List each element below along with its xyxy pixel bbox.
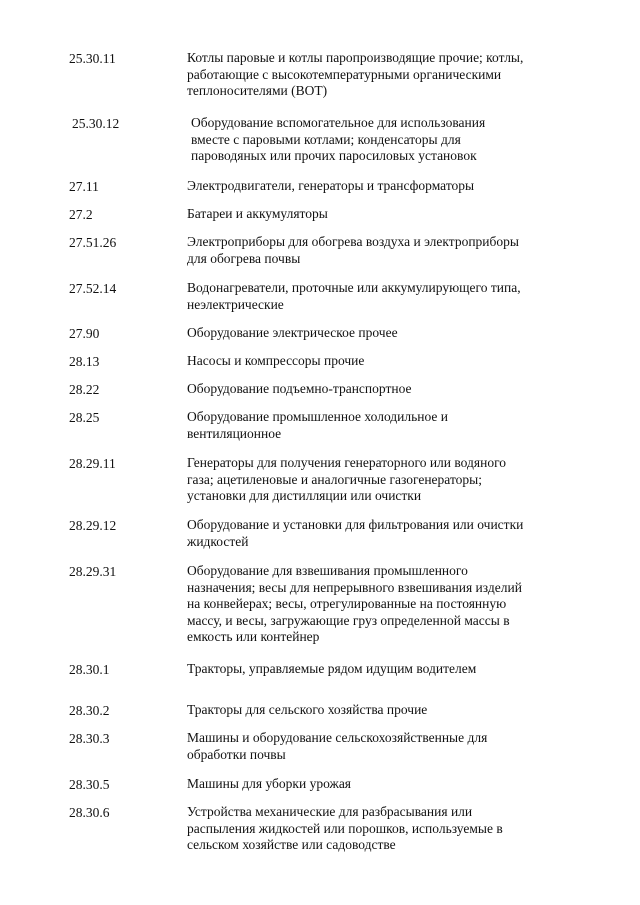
classifier-code: 28.30.1 bbox=[69, 662, 110, 677]
description-line: Устройства механические для разбрасывания или bbox=[187, 804, 473, 819]
description-line: Тракторы, управляемые рядом идущим водителем bbox=[187, 661, 477, 676]
classifier-description bbox=[187, 702, 587, 719]
description-line: Водонагреватели, проточные или аккумулирующего типа, bbox=[187, 280, 521, 295]
description-line: на конвейерах; весы, отрегулированные на постоянную bbox=[187, 596, 507, 612]
classifier-description bbox=[187, 234, 587, 267]
classifier-description bbox=[187, 325, 587, 342]
description-line: Насосы и компрессоры прочие bbox=[187, 353, 365, 368]
classifier-code: 25.30.12 bbox=[72, 116, 120, 131]
description-line: неэлектрические bbox=[187, 296, 284, 312]
description-line: массу, и весы, загружающие груз определенной массы в bbox=[187, 612, 510, 628]
classifier-code: 28.25 bbox=[69, 410, 100, 425]
classifier-code: 28.22 bbox=[69, 382, 100, 397]
description-line: Машины и оборудование сельскохозяйственные для bbox=[187, 730, 488, 745]
description-line: вместе с паровыми котлами; конденсаторы для bbox=[191, 131, 461, 147]
description-line: вентиляционное bbox=[187, 425, 282, 441]
description-line: назначения; весы для непрерывного взвешивания изделий bbox=[187, 579, 522, 595]
description-line: Тракторы для сельского хозяйства прочие bbox=[187, 702, 428, 717]
classifier-code: 28.30.5 bbox=[69, 777, 110, 792]
classifier-code: 28.29.11 bbox=[69, 456, 116, 471]
classifier-code: 28.13 bbox=[69, 354, 100, 369]
classifier-description bbox=[187, 776, 587, 793]
classifier-code: 28.30.3 bbox=[69, 731, 110, 746]
classifier-description bbox=[187, 381, 587, 398]
description-line: распыления жидкостей или порошков, используемые в bbox=[187, 820, 503, 836]
classifier-description bbox=[187, 50, 587, 100]
classifier-code: 28.29.31 bbox=[69, 564, 117, 579]
classifier-description bbox=[187, 409, 587, 442]
description-line: Оборудование подъемно-транспортное bbox=[187, 381, 412, 396]
classifier-code: 28.29.12 bbox=[69, 518, 117, 533]
classifier-code: 27.52.14 bbox=[69, 281, 117, 296]
classifier-description bbox=[187, 804, 587, 854]
classifier-code: 27.11 bbox=[69, 179, 99, 194]
description-line: Батареи и аккумуляторы bbox=[187, 206, 328, 221]
classifier-description bbox=[187, 563, 587, 646]
description-line: Электродвигатели, генераторы и трансформаторы bbox=[187, 178, 475, 193]
classifier-description bbox=[187, 455, 587, 505]
description-line: обработки почвы bbox=[187, 746, 286, 762]
description-line: установки для дистилляции или очистки bbox=[187, 488, 422, 504]
description-line: жидкостей bbox=[187, 533, 249, 549]
description-line: Машины для уборки урожая bbox=[187, 776, 352, 791]
classifier-description bbox=[187, 661, 587, 678]
description-line: емкость или контейнер bbox=[187, 629, 320, 645]
description-line: Электроприборы для обогрева воздуха и электроприборы bbox=[187, 234, 519, 249]
classifier-code: 28.30.2 bbox=[69, 703, 110, 718]
description-line: пароводяных или прочих паросиловых установок bbox=[191, 148, 477, 164]
classifier-code: 27.90 bbox=[69, 326, 100, 341]
classifier-description bbox=[187, 206, 587, 223]
description-line: для обогрева почвы bbox=[187, 250, 301, 266]
classifier-description bbox=[187, 517, 587, 550]
classifier-description bbox=[187, 178, 587, 195]
description-line: Оборудование электрическое прочее bbox=[187, 325, 398, 340]
description-line: Оборудование и установки для фильтрования или очистки bbox=[187, 517, 524, 532]
classifier-code: 28.30.6 bbox=[69, 805, 110, 820]
classifier-description bbox=[191, 115, 591, 165]
description-line: Котлы паровые и котлы паропроизводящие прочие; котлы, bbox=[187, 50, 524, 65]
classifier-code: 27.2 bbox=[69, 207, 93, 222]
classifier-description bbox=[187, 730, 587, 763]
classifier-code: 25.30.11 bbox=[69, 51, 116, 66]
classifier-description bbox=[187, 353, 587, 370]
description-line: Оборудование для взвешивания промышленного bbox=[187, 563, 468, 578]
classifier-description bbox=[187, 280, 587, 313]
description-line: газа; ацетиленовые и аналогичные газогенераторы; bbox=[187, 471, 482, 487]
classifier-code: 27.51.26 bbox=[69, 235, 117, 250]
description-line: Генераторы для получения генераторного или водяного bbox=[187, 455, 507, 470]
description-line: Оборудование вспомогательное для использования bbox=[191, 115, 486, 130]
description-line: Оборудование промышленное холодильное и bbox=[187, 409, 449, 424]
description-line: теплоносителями (ВОТ) bbox=[187, 83, 328, 99]
description-line: сельском хозяйстве или садоводстве bbox=[187, 837, 396, 853]
description-line: работающие с высокотемпературными органическими bbox=[187, 66, 502, 82]
